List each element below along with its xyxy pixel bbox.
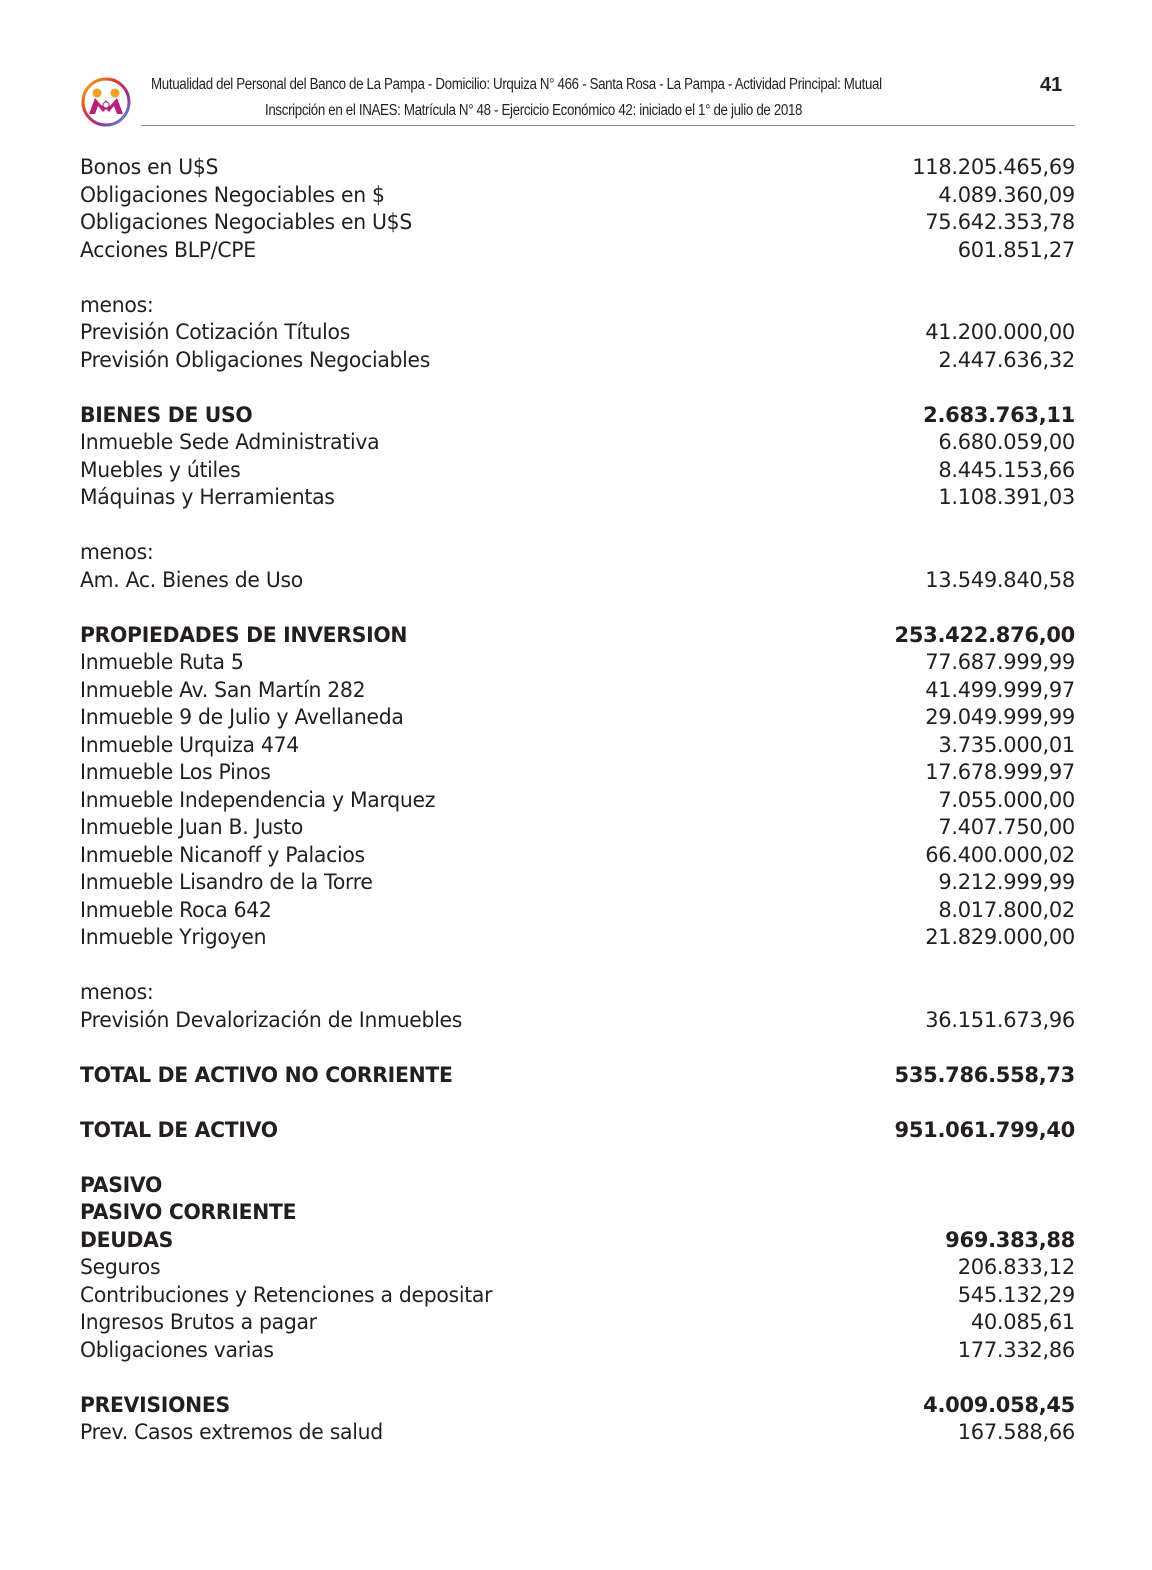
row-value: 17.678.999,97 <box>925 760 1075 784</box>
row-spacer <box>80 264 1075 292</box>
table-row <box>80 979 1075 1007</box>
table-row <box>80 1282 1075 1310</box>
row-label: Inmueble Los Pinos <box>80 760 271 784</box>
row-value: 4.089.360,09 <box>938 182 1075 207</box>
row-label: Inmueble Juan B. Justo <box>80 815 304 839</box>
row-label: Prev. Casos extremos de salud <box>80 1420 383 1444</box>
row-value: 77.687.999,99 <box>925 650 1075 674</box>
row-label: Inmueble Yrigoyen <box>80 925 267 949</box>
table-row <box>80 1254 1075 1282</box>
row-label: PASIVO <box>80 1172 163 1197</box>
row-label: menos: <box>80 980 154 1004</box>
row-value: 75.642.353,78 <box>925 210 1075 234</box>
row-label: Inmueble Roca 642 <box>80 897 272 922</box>
table-row <box>80 704 1075 732</box>
row-label: BIENES DE USO <box>80 402 253 427</box>
row-label: Inmueble Av. San Martín 282 <box>80 677 366 702</box>
section-row <box>80 402 1075 430</box>
row-label: Previsión Obligaciones Negociables <box>80 347 431 372</box>
table-row <box>80 484 1075 512</box>
header-divider <box>141 125 1075 126</box>
row-label: PASIVO CORRIENTE <box>80 1200 297 1224</box>
table-row <box>80 677 1075 705</box>
row-value: 40.085,61 <box>970 1310 1075 1334</box>
row-label: Obligaciones Negociables en $ <box>80 182 385 207</box>
row-label: TOTAL DE ACTIVO NO CORRIENTE <box>80 1062 453 1087</box>
table-row <box>80 457 1075 485</box>
row-spacer <box>80 1034 1075 1062</box>
row-label: Máquinas y Herramientas <box>80 485 335 509</box>
row-label: TOTAL DE ACTIVO <box>80 1117 278 1142</box>
row-label: Muebles y útiles <box>80 457 241 482</box>
row-label: Acciones BLP/CPE <box>80 237 256 262</box>
table-row <box>80 347 1075 375</box>
row-label: menos: <box>80 540 154 564</box>
table-row <box>80 237 1075 265</box>
row-value: 167.588,66 <box>957 1420 1075 1444</box>
header-line-1: Mutualidad del Personal del Banco de La Pampa - Domicilio: Urquiza N° 466 - Santa Rosa - La Pampa - Actividad Principal: Mutual <box>151 76 882 93</box>
section-row <box>80 1172 1075 1200</box>
page-number: 41 <box>1040 74 1063 96</box>
row-spacer <box>80 1089 1075 1117</box>
table-row <box>80 429 1075 457</box>
row-value: 8.445.153,66 <box>938 457 1075 482</box>
row-label: Am. Ac. Bienes de Uso <box>80 567 303 592</box>
table-row <box>80 292 1075 320</box>
row-value: 36.151.673,96 <box>925 1007 1075 1032</box>
row-value: 969.383,88 <box>945 1227 1075 1252</box>
table-row <box>80 154 1075 182</box>
table-row <box>80 897 1075 925</box>
row-spacer <box>80 952 1075 980</box>
table-row <box>80 182 1075 210</box>
row-label: Contribuciones y Retenciones a depositar <box>80 1282 493 1307</box>
table-row <box>80 924 1075 952</box>
row-value: 951.061.799,40 <box>894 1117 1075 1142</box>
row-value: 535.786.558,73 <box>894 1062 1075 1087</box>
table-row <box>80 787 1075 815</box>
row-value: 8.017.800,02 <box>938 897 1075 922</box>
row-value: 545.132,29 <box>957 1282 1075 1307</box>
row-value: 4.009.058,45 <box>923 1392 1075 1417</box>
table-row <box>80 869 1075 897</box>
row-label: Bonos en U$S <box>80 155 219 179</box>
row-label: menos: <box>80 292 154 317</box>
row-label: Ingresos Brutos a pagar <box>80 1310 317 1334</box>
row-value: 7.407.750,00 <box>938 815 1075 839</box>
row-value: 21.829.000,00 <box>925 925 1075 949</box>
row-value: 6.680.059,00 <box>938 430 1075 454</box>
row-label: Previsión Cotización Títulos <box>80 320 351 344</box>
table-row <box>80 814 1075 842</box>
row-value: 2.683.763,11 <box>923 402 1075 427</box>
row-value: 177.332,86 <box>957 1337 1075 1362</box>
row-value: 41.499.999,97 <box>925 677 1075 702</box>
row-label: Inmueble Sede Administrativa <box>80 430 380 454</box>
row-label: Inmueble 9 de Julio y Avellaneda <box>80 705 404 729</box>
row-label: Obligaciones Negociables en U$S <box>80 210 412 234</box>
page-header <box>0 0 1152 130</box>
row-label: Obligaciones varias <box>80 1337 274 1362</box>
row-value: 3.735.000,01 <box>938 732 1075 757</box>
table-row <box>80 842 1075 870</box>
table-row <box>80 1419 1075 1447</box>
row-label: Inmueble Independencia y Marquez <box>80 787 436 812</box>
section-row <box>80 1199 1075 1227</box>
row-value: 253.422.876,00 <box>894 622 1075 647</box>
row-label: Inmueble Nicanoff y Palacios <box>80 842 365 867</box>
row-spacer <box>80 594 1075 622</box>
row-spacer <box>80 1364 1075 1392</box>
row-label: Inmueble Lisandro de la Torre <box>80 870 373 894</box>
table-row <box>80 649 1075 677</box>
row-value: 29.049.999,99 <box>925 705 1075 729</box>
row-value: 13.549.840,58 <box>925 567 1075 592</box>
header-line-2: Inscripción en el INAES: Matrícula N° 48 - Ejercicio Económico 42: iniciado el 1° de julio de 2018 <box>265 102 803 119</box>
row-spacer <box>80 1144 1075 1172</box>
table-row <box>80 567 1075 595</box>
row-label: Inmueble Ruta 5 <box>80 650 244 674</box>
row-spacer <box>80 512 1075 540</box>
table-row <box>80 319 1075 347</box>
row-label: DEUDAS <box>80 1227 173 1252</box>
row-value: 41.200.000,00 <box>925 320 1075 344</box>
row-value: 1.108.391,03 <box>938 485 1075 509</box>
row-label: Seguros <box>80 1255 161 1279</box>
row-spacer <box>80 374 1075 402</box>
mutual-logo-icon <box>80 76 132 128</box>
balance-sheet-table <box>80 154 1075 1447</box>
row-value: 118.205.465,69 <box>912 155 1075 179</box>
row-label: Inmueble Urquiza 474 <box>80 732 299 757</box>
section-row <box>80 1227 1075 1255</box>
table-row <box>80 1337 1075 1365</box>
table-row <box>80 209 1075 237</box>
table-row <box>80 1007 1075 1035</box>
section-row <box>80 622 1075 650</box>
table-row <box>80 539 1075 567</box>
row-value: 601.851,27 <box>957 237 1075 262</box>
row-value: 9.212.999,99 <box>938 870 1075 894</box>
row-value: 66.400.000,02 <box>925 842 1075 867</box>
table-row <box>80 759 1075 787</box>
section-row <box>80 1392 1075 1420</box>
row-label: Previsión Devalorización de Inmuebles <box>80 1007 463 1032</box>
table-row <box>80 1309 1075 1337</box>
section-row <box>80 1062 1075 1090</box>
row-label: PREVISIONES <box>80 1392 230 1417</box>
row-label: PROPIEDADES DE INVERSION <box>80 622 408 647</box>
table-row <box>80 732 1075 760</box>
row-value: 2.447.636,32 <box>938 347 1075 372</box>
section-row <box>80 1117 1075 1145</box>
row-value: 206.833,12 <box>957 1255 1075 1279</box>
row-value: 7.055.000,00 <box>938 787 1075 812</box>
